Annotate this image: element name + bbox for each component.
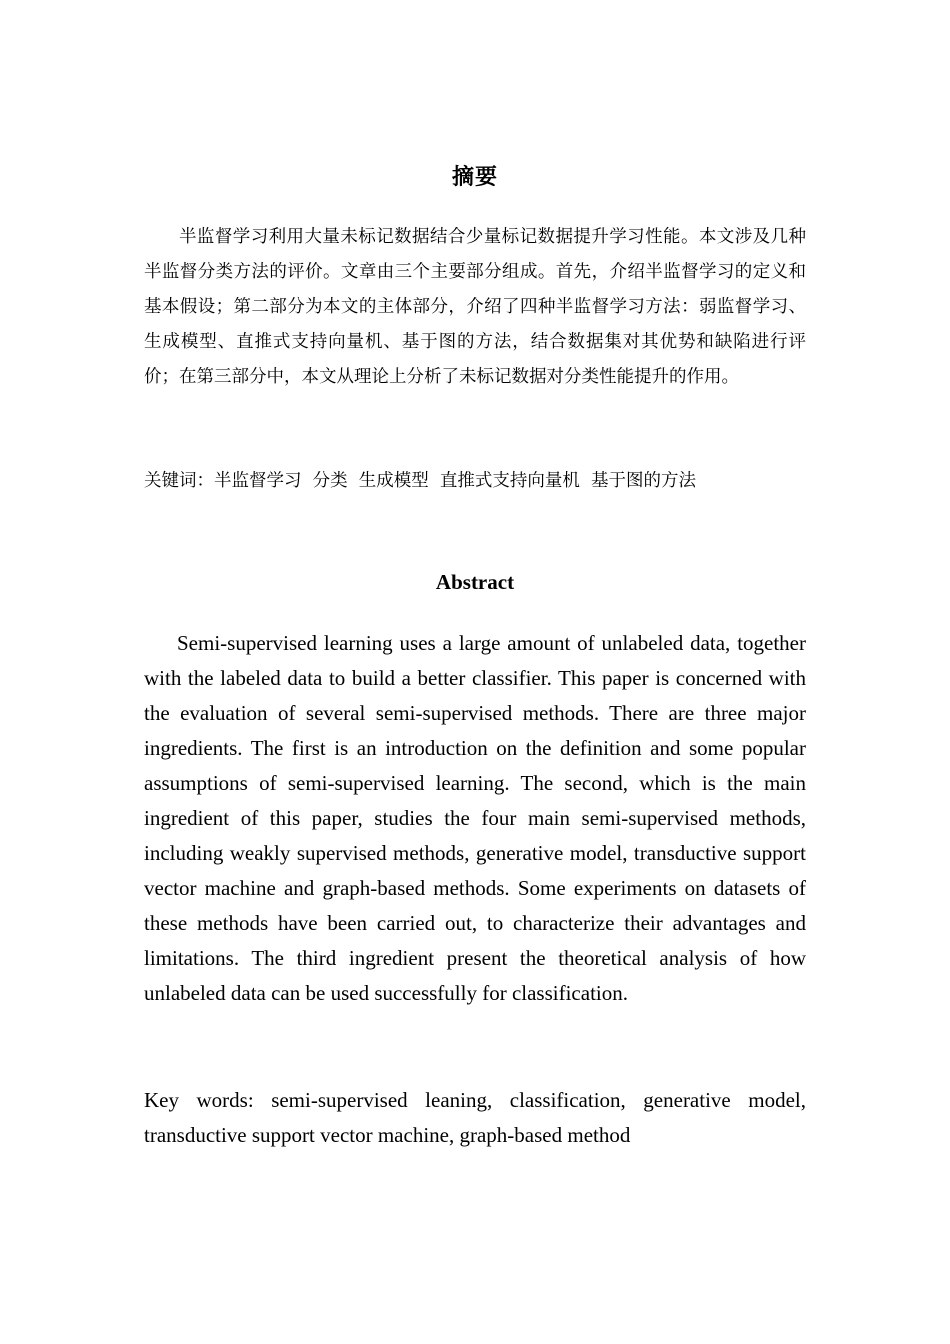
english-keywords (144, 1083, 806, 1153)
english-abstract-title: Abstract (435, 570, 515, 594)
chinese-keywords-label: 关键词： (144, 471, 214, 491)
english-abstract-body: Semi-supervised learning uses a large amount of unlabeled data, together with the labeled data to build a better classifier. This paper is concerned with the evaluation of several semi-supervised methods. There are three major ingredients. The first is an introduction on the definition and some popular assumptions of semi-supervised learning. The second, which is the main ingredient of this paper, studies the four main semi-supervised methods, including weakly supervised methods, generative model, transductive support vector machine and graph-based methods. Some experiments on datasets of these methods have been carried out, to characterize their advantages and limitations. The third ingredient present the theoretical analysis of how unlabeled data can be used successfully for classification. (144, 631, 806, 1005)
chinese-keywords (144, 464, 806, 499)
chinese-keywords-list: 半监督学习 分类 生成模型 直推式支持向量机 基于图的方法 (214, 471, 697, 491)
chinese-abstract-body: 半监督学习利用大量未标记数据结合少量标记数据提升学习性能。本文涉及几种半监督分类方法的评价。文章由三个主要部分组成。首先，介绍半监督学习的定义和基本假设；第二部分为本文的主体部分，介绍了四种半监督学习方法：弱监督学习、生成模型、直推式支持向量机、基于图的方法，结合数据集对其优势和缺陷进行评价；在第三部分中，本文从理论上分析了未标记数据对分类性能提升的作用。 (144, 227, 806, 387)
english-keywords-list: semi-supervised leaning, classification, generative model, transductive support vector machine, graph-based method (144, 1088, 806, 1147)
english-keywords-label: Key words: (144, 1088, 254, 1112)
chinese-abstract-title: 摘要 (451, 165, 498, 190)
